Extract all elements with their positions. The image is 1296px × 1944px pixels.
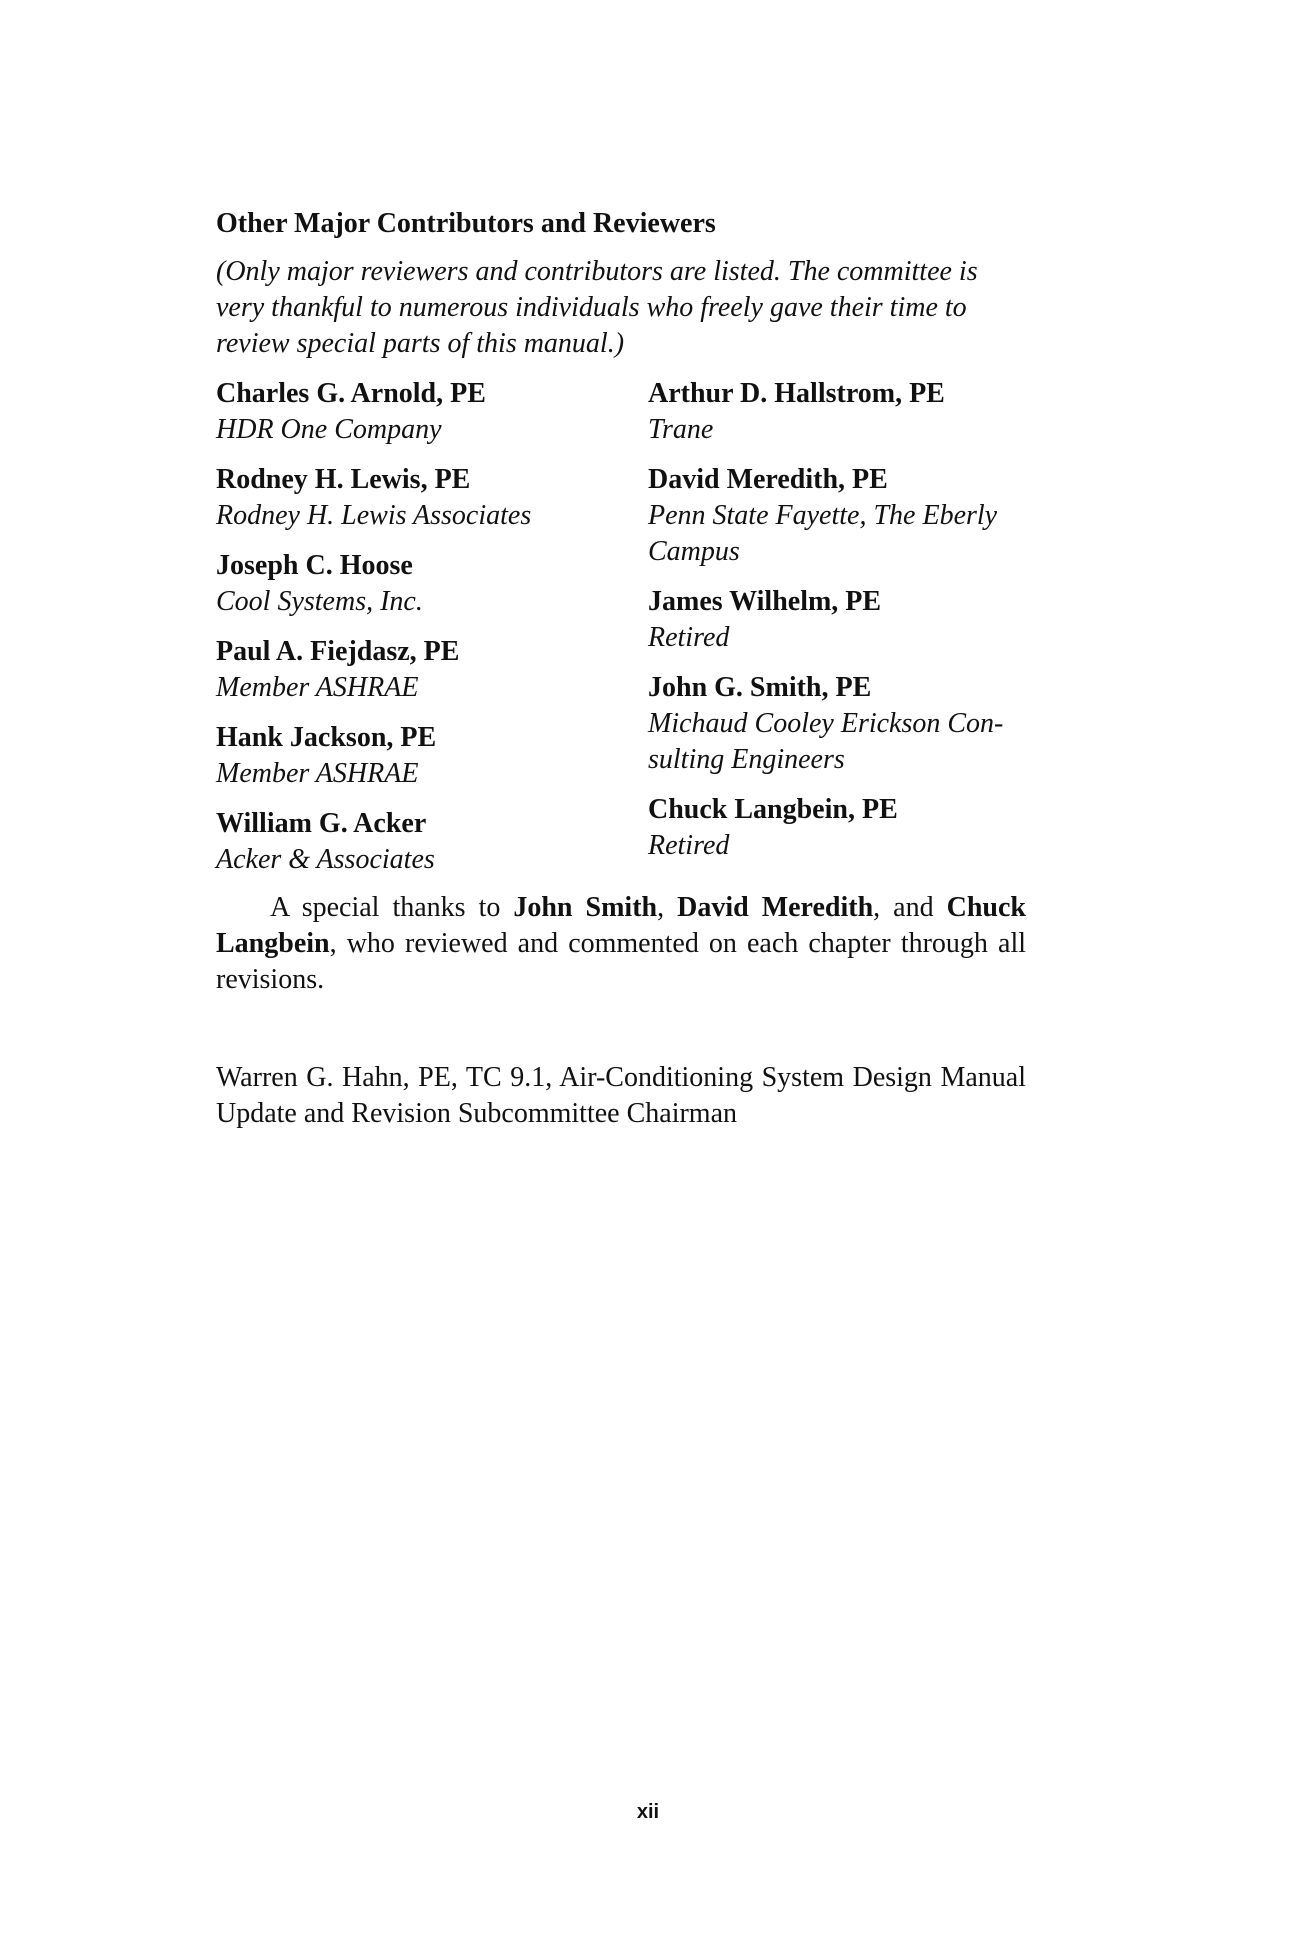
contributor-affiliation: Trane [648, 414, 714, 445]
thanks-lead: A special thanks to [270, 892, 514, 923]
contributor-affiliation: Member ASHRAE [216, 672, 419, 703]
contributor-affiliation: Cool Systems, Inc. [216, 586, 423, 617]
signature-line: Warren G. Hahn, PE, TC 9.1, Air-Conditioning System Design Manual Update and Revision Subcommittee Chairman [216, 1062, 1026, 1129]
contributor-entry [216, 720, 648, 792]
contributor-affiliation: Rodney H. Lewis Associates [216, 500, 532, 531]
contributor-affiliation: Acker & Associates [216, 844, 435, 875]
contributor-name: Paul A. Fiejdasz, PE [216, 636, 460, 667]
contributor-name: William G. Acker [216, 808, 427, 839]
contributor-affiliation: Retired [648, 830, 730, 861]
thanks-name-david-meredith: David Meredith [677, 892, 874, 923]
contributor-entry [216, 634, 648, 706]
thanks-paragraph [216, 890, 1026, 998]
contributor-affiliation: Penn State Fayette, The Eberly Campus [648, 500, 998, 567]
contributor-affiliation: Member ASHRAE [216, 758, 419, 789]
contributor-affiliation: Retired [648, 622, 730, 653]
contributor-entry [648, 584, 1026, 656]
section-heading: Other Major Contributors and Reviewers [216, 208, 716, 239]
contributors-column-right [648, 376, 1026, 892]
contributors-column-left [216, 376, 648, 892]
contributor-name: Rodney H. Lewis, PE [216, 464, 471, 495]
contributor-entry [216, 806, 648, 878]
contributor-name: John G. Smith, PE [648, 672, 872, 703]
thanks-name-chuck-langbein: Chuck Langbein [216, 892, 1026, 959]
contributor-entry [216, 376, 648, 448]
page-number: xii [636, 1801, 660, 1823]
contributor-name: Charles G. Arnold, PE [216, 378, 486, 409]
contributor-name: Arthur D. Hallstrom, PE [648, 378, 945, 409]
contributor-name: Chuck Langbein, PE [648, 794, 898, 825]
contributor-entry [648, 462, 1026, 570]
thanks-separator: , and [873, 892, 947, 923]
intro-note: (Only major reviewers and contributors are listed. The committee is very thankful to numerous individuals who freely gave their time to review special parts of this manual.) [216, 256, 978, 359]
contributor-name: Hank Jackson, PE [216, 722, 437, 753]
contributor-entry [648, 376, 1026, 448]
contributor-name: Joseph C. Hoose [216, 550, 413, 581]
contributor-entry [648, 670, 1026, 778]
contributors-list [216, 376, 1026, 892]
thanks-separator: , [657, 892, 678, 923]
page-content [216, 206, 1026, 1132]
thanks-tail: , who reviewed and commented on each chapter through all revisions. [216, 928, 1026, 995]
thanks-name-john-smith: John Smith [513, 892, 658, 923]
contributor-affiliation: HDR One Company [216, 414, 442, 445]
contributor-entry [216, 462, 648, 534]
contributor-name: David Meredith, PE [648, 464, 888, 495]
contributor-entry [216, 548, 648, 620]
contributor-affiliation: Michaud Cooley Erickson Con-sulting Engineers [648, 708, 1004, 775]
contributor-name: James Wilhelm, PE [648, 586, 882, 617]
contributor-entry [648, 792, 1026, 864]
